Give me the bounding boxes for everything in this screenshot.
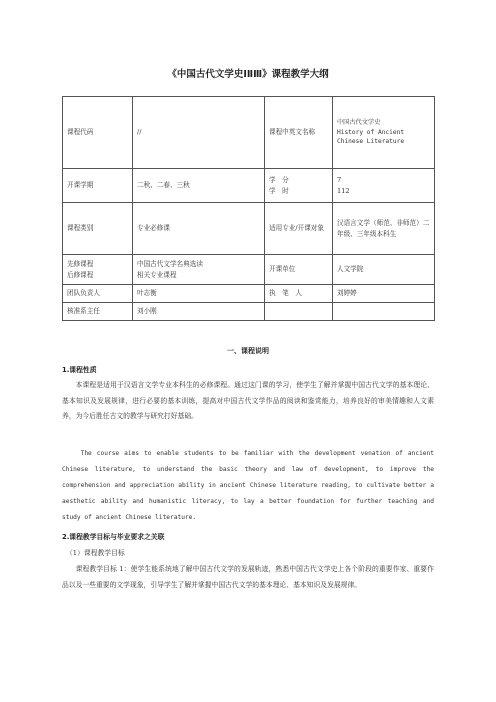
course-name-label: 课程中英文名称 — [265, 97, 333, 169]
major-label: 适用专业/开课对象 — [265, 203, 333, 255]
credits-hours-label — [265, 169, 333, 203]
credits-hours-value — [333, 169, 435, 203]
course-name-en: History of Ancient Chinese Literature — [337, 128, 405, 146]
paragraph-course-nature: 本课程是适用于汉语言文学专业本科生的必修课程。通过这门课的学习，使学生了解并掌握中国古代文学的基本理论、基本知识及发展规律，进行必要的基本训练，提高对中国古代文学作品的阅读和鉴赏能力，培养良好的审美情趣和人文素养，为今后胜任古文的教学与研究打好基础。 — [62, 381, 434, 420]
reviewer-label: 核准系主任 — [63, 303, 133, 321]
heading-objectives: 2.课程教学目标与毕业要求之关联 — [62, 533, 165, 541]
credits-label: 学 分 — [269, 176, 289, 185]
reviewer-value: 刘小刚 — [133, 303, 265, 321]
prereq-value: 中国古代文学名典选读 — [137, 260, 203, 269]
empty-cell — [265, 303, 333, 321]
followup-value: 相关专业课程 — [137, 270, 177, 279]
section-title: 一、课程说明 — [227, 347, 269, 355]
followup-label: 后修课程 — [67, 270, 94, 279]
credits-value: 7 — [337, 176, 342, 185]
subheading-objectives: （1）课程教学目标 — [66, 549, 125, 557]
category-value: 专业必修课 — [133, 203, 265, 255]
leader-label: 团队负责人 — [63, 285, 133, 303]
table-row — [63, 97, 435, 169]
table-row — [63, 169, 435, 203]
author-value: 刘婷婷 — [333, 285, 435, 303]
heading-course-nature: 1.课程性质 — [62, 366, 97, 374]
table-row — [63, 255, 435, 285]
hours-value: 112 — [337, 186, 350, 195]
hours-label: 学 时 — [269, 186, 289, 195]
document-title: 《中国古代文学史ⅠⅡⅢ》课程教学大纲 — [167, 69, 329, 80]
leader-value: 叶志衡 — [133, 285, 265, 303]
course-info-table — [62, 96, 435, 321]
empty-cell — [333, 303, 435, 321]
paragraph-course-nature-en: The course aims to enable students to be familiar with the development venation of ancient Chinese literature, to understand the basic theory and law of development, to improve the comprehension and appreciation ability in ancient Chinese literature reading, to cultivate better a aesthetic ability and humanistic literacy, to lay a better foundation for further teaching and study of ancient Chinese literature. — [62, 450, 434, 521]
paragraph-objective-1: 课程教学目标 1：使学生能系统地了解中国古代文学的发展轨迹，熟悉中国古代文学史上各个阶段的重要作家、重要作品以及一些重要的文学现象，引导学生了解并掌握中国古代文学的基本理论、基本知识及发展规律。 — [62, 565, 434, 589]
category-label: 课程类别 — [63, 203, 133, 255]
dept-value: 人文学院 — [333, 255, 435, 285]
course-code-value: // — [133, 97, 265, 169]
table-row — [63, 285, 435, 303]
prereq-label: 先修课程 — [67, 260, 94, 269]
course-name-cn: 中国古代文学史 — [337, 119, 381, 127]
semester-value: 二秋、二春、三秋 — [133, 169, 265, 203]
major-value: 汉语言文学（师范、非师范）二年级、三年级本科生 — [333, 203, 435, 255]
dept-label: 开课单位 — [265, 255, 333, 285]
prereq-labels — [63, 255, 133, 285]
table-row — [63, 303, 435, 321]
prereq-values — [133, 255, 265, 285]
semester-label: 开课学期 — [63, 169, 133, 203]
course-name-value — [333, 97, 435, 169]
table-row — [63, 203, 435, 255]
course-code-label: 课程代码 — [63, 97, 133, 169]
author-label: 执 笔 人 — [265, 285, 333, 303]
